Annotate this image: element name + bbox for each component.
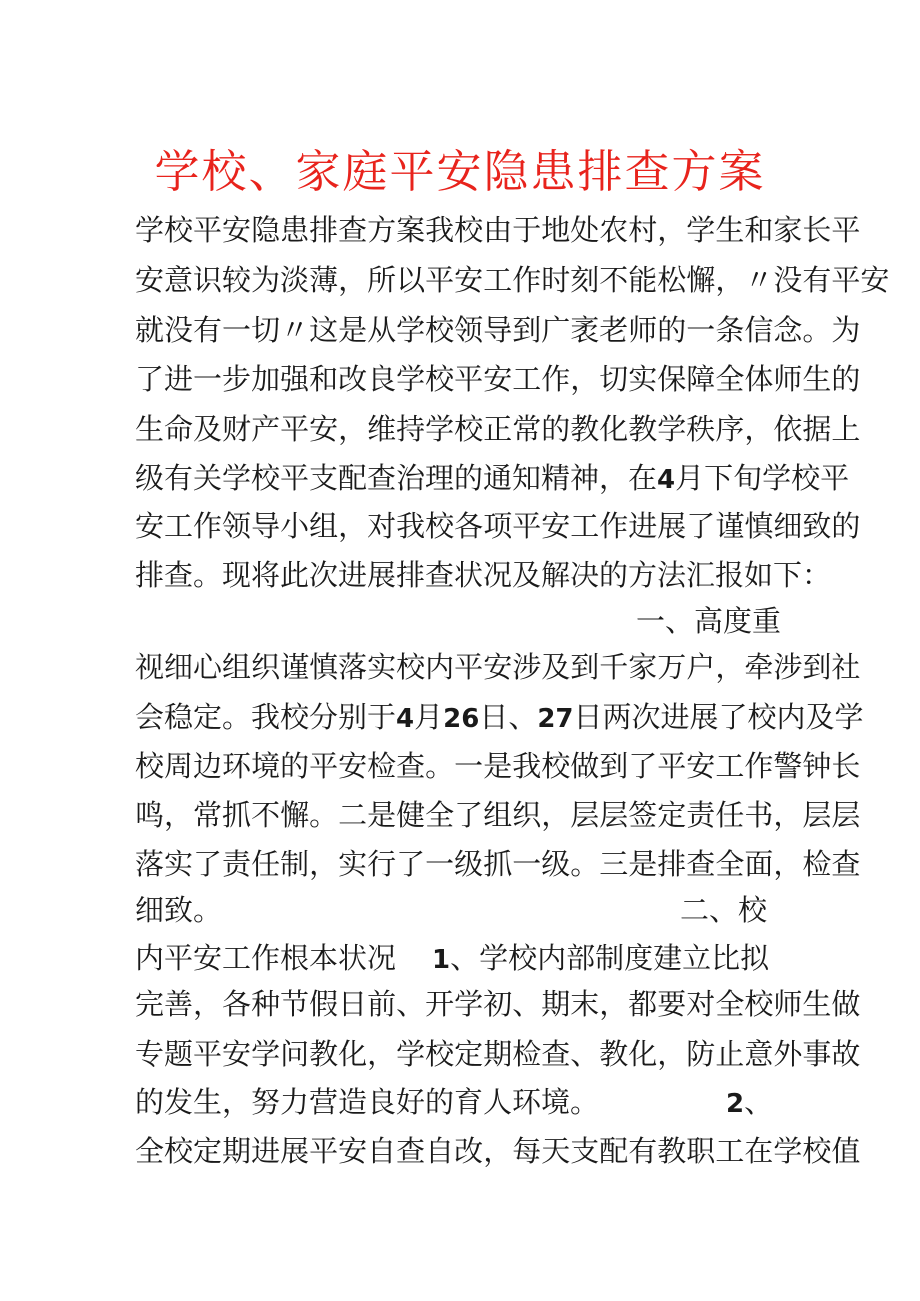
- text-line: 校 周 边 环 境 的 平 安 检 查 。 一 是 我 校 做 到 了 平 安 工 作 警 钟 长: [135, 749, 861, 783]
- date-number: 4: [657, 465, 676, 495]
- text-line: 安 意 识 较 为 淡 薄 ， 所 以 平 安 工 作 时 刻 不 能 松 懈 ， 〃 没 有 平 安: [135, 263, 890, 297]
- text-line: 细致。: [135, 893, 223, 927]
- text-segment: 月下旬学校平: [675, 461, 850, 495]
- text-segment: 级有关学校平支配查治理的通知精神，在: [135, 461, 658, 495]
- list-item-1: [432, 934, 796, 982]
- text-segment: 、学校内部制度建立比拟: [450, 941, 770, 975]
- list-item-2-marker: [726, 1078, 796, 1126]
- section-heading-2: 二、校: [680, 893, 768, 927]
- date-number: 26: [443, 704, 480, 734]
- item-number: 1: [432, 945, 451, 975]
- text-line: 专 题 平 安 学 问 教 化 ， 学 校 定 期 检 查 、 教 化 ， 防 止 意 外 事 故: [135, 1037, 861, 1071]
- text-line: 全 校 定 期 进 展 平 安 自 查 自 改 ， 每 天 支 配 有 教 职 工 在 学 校 值: [135, 1134, 861, 1168]
- text-line: 排查。现将此次进展排查状况及解决的方法汇报如下：: [135, 558, 832, 592]
- section-heading-1: 一、高度重: [636, 604, 782, 638]
- text-line: 鸣 ， 常 抓 不 懈 。 二 是 健 全 了 组 织 ， 层 层 签 定 责 任 书 ， 层 层: [135, 798, 861, 832]
- text-line: 的发生，努力营造良好的育人环境。: [135, 1085, 600, 1119]
- text-line: 就 没 有 一 切 〃 这 是 从 学 校 领 导 到 广 袤 老 师 的 一 条 信 念 。 为: [135, 313, 861, 347]
- text-line: 生 命 及 财 产 平 安 ， 维 持 学 校 正 常 的 教 化 教 学 秩 序 ， 依 据 上: [135, 412, 861, 446]
- text-segment: 会稳定。我校分别于: [135, 700, 397, 734]
- text-segment: 日、: [479, 700, 538, 734]
- text-line: 内平安工作根本状况: [135, 941, 397, 975]
- text-line: 视 细 心 组 织 谨 慎 落 实 校 内 平 安 涉 及 到 千 家 万 户 ， 牵 涉 到 社: [135, 650, 861, 684]
- text-line: 了 进 一 步 加 强 和 改 良 学 校 平 安 工 作 ， 切 实 保 障 全 体 师 生 的: [135, 362, 861, 396]
- date-number: 4: [396, 704, 415, 734]
- text-segment: 、: [744, 1085, 774, 1119]
- text-line: [135, 454, 850, 502]
- text-line: [135, 693, 864, 741]
- text-line: 完 善 ， 各 种 节 假 日 前 、 开 学 初 、 期 末 ， 都 要 对 全 校 师 生 做: [135, 987, 861, 1021]
- date-number: 27: [537, 704, 574, 734]
- document-title: 学校、家庭平安隐患排查方案: [154, 145, 766, 198]
- text-segment: 月: [414, 700, 444, 734]
- item-number: 2: [726, 1089, 745, 1119]
- text-segment: 日两次进展了校内及学: [573, 700, 864, 734]
- text-line: 安 工 作 领 导 小 组 ， 对 我 校 各 项 平 安 工 作 进 展 了 谨 慎 细 致 的: [135, 509, 861, 543]
- text-line: 学 校 平 安 隐 患 排 查 方 案 我 校 由 于 地 处 农 村 ， 学 生 和 家 长 平: [135, 213, 861, 247]
- text-line: 落 实 了 责 任 制 ， 实 行 了 一 级 抓 一 级 。 三 是 排 查 全 面 ， 检 查: [135, 847, 861, 881]
